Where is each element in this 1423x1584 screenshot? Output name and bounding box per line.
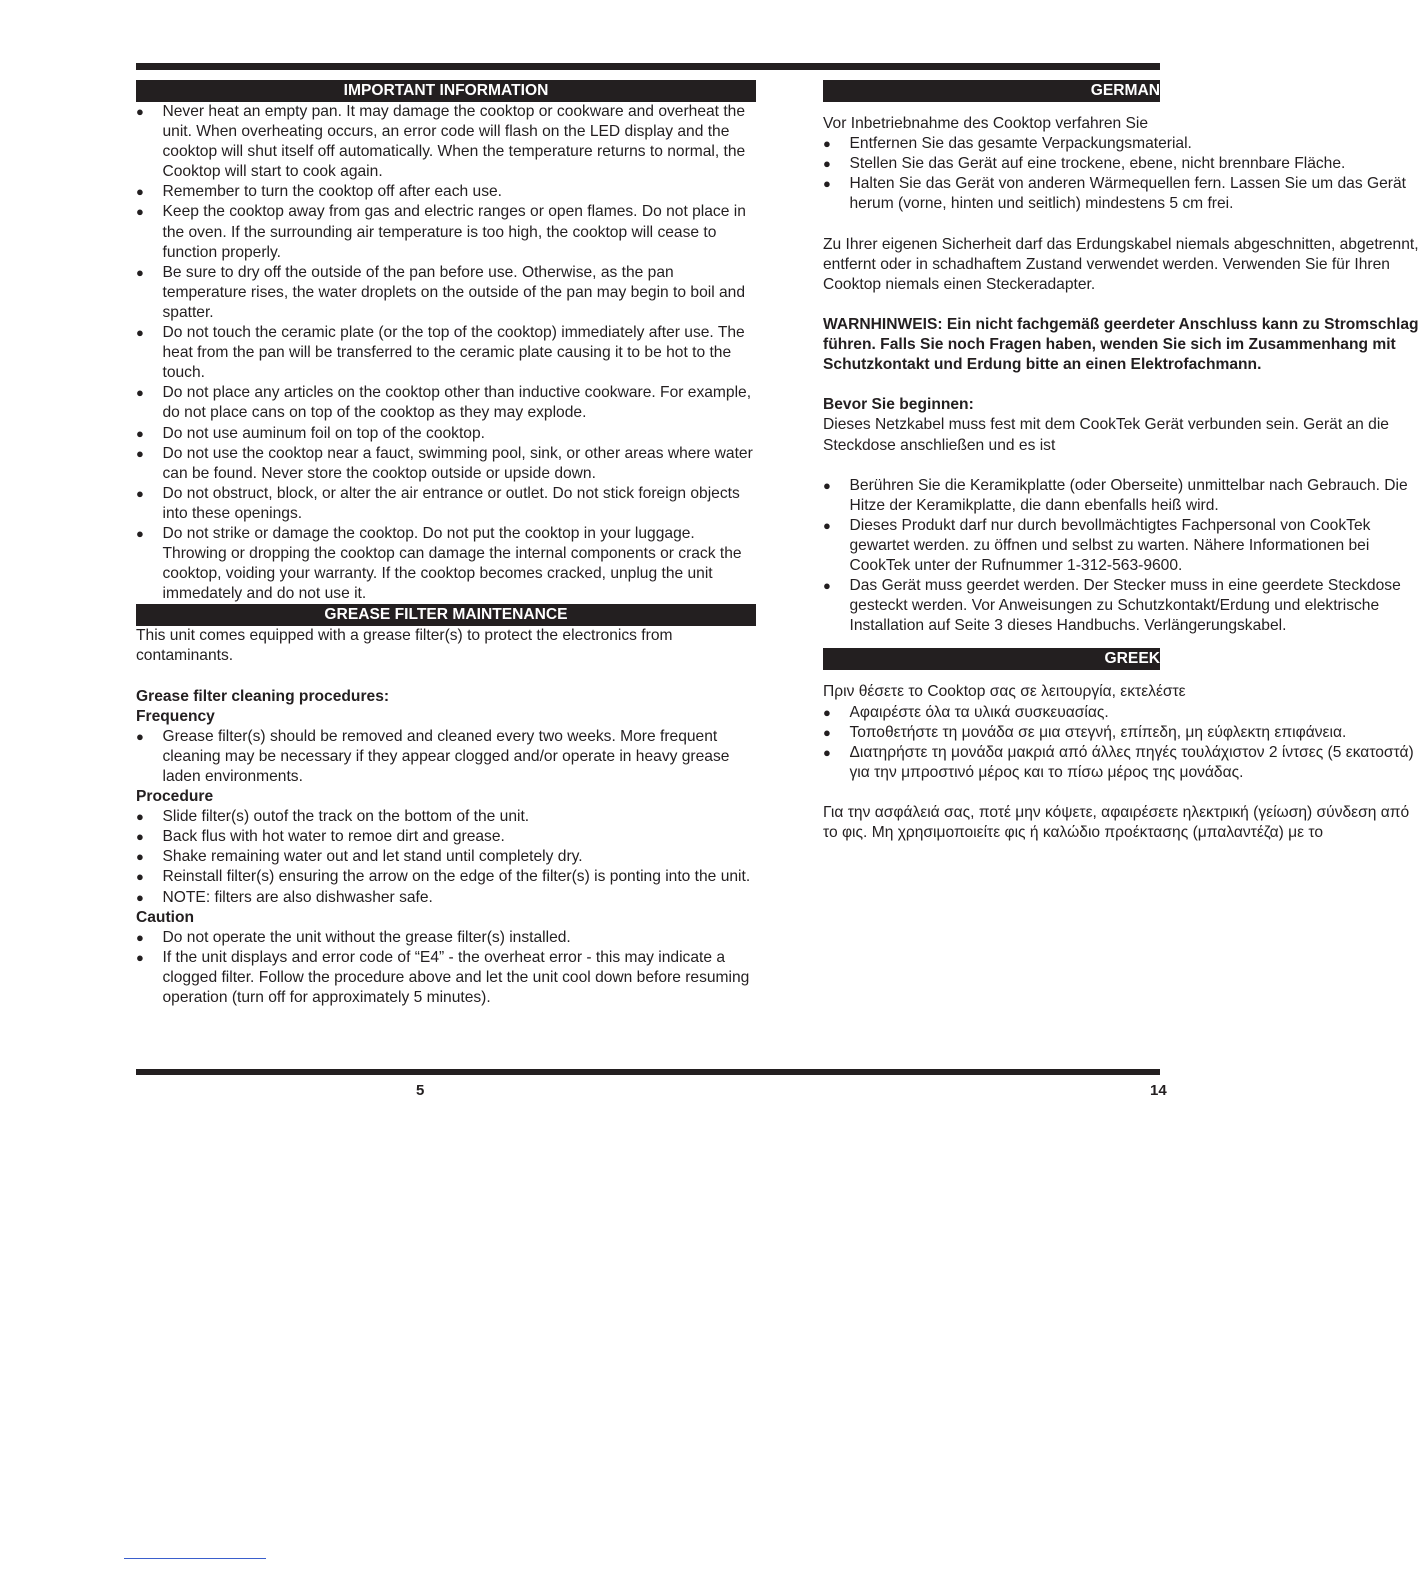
list-item: ● Dieses Produkt darf nur durch bevollmächtigtes Fachpersonal von CookTek gewartet werden. zu öffnen und selbst zu warten. Nähere Informationen bei CookTek unter der Rufnummer 1-312-563-9600. xyxy=(823,516,1423,576)
list-item: ● If the unit displays and error code of “E4” - the overheat error - this may indicate a clogged filter. Follow the procedure above and let the unit cool down before resuming operation (turn off for approximately 5 minutes). xyxy=(136,948,756,1008)
german-list-1 xyxy=(823,134,1423,214)
frequency-title: Frequency xyxy=(136,707,215,725)
german-before-text: Dieses Netzkabel muss fest mit dem CookTek Gerät verbunden sein. Gerät an die Steckdose anschließen und es ist xyxy=(823,416,1389,454)
important-information-header: IMPORTANT INFORMATION xyxy=(136,80,756,102)
list-item: ● Grease filter(s) should be removed and cleaned every two weeks. More frequent cleaning may be necessary if they appear clogged and/or operate in heavy grease laden environments. xyxy=(136,727,756,787)
page-number-right: 14 xyxy=(1150,1082,1167,1099)
link-underline xyxy=(124,1558,266,1559)
list-item: ● Reinstall filter(s) ensuring the arrow on the edge of the filter(s) is ponting into the unit. xyxy=(136,867,756,887)
top-rule xyxy=(136,63,1160,70)
list-item: ● Do not use the cooktop near a fauct, swimming pool, sink, or other areas where water can be found. Never store the cooktop outside or upside down. xyxy=(136,444,756,484)
german-safety: Zu Ihrer eigenen Sicherheit darf das Erdungskabel niemals abgeschnitten, abgetrennt, entfernt oder in schadhaftem Zustand verwendet werden. Verwenden Sie für Ihren Cooktop niemals einen Steckeradapter. xyxy=(823,235,1419,293)
left-column xyxy=(136,80,756,1008)
list-item: ● Διατηρήστε τη μονάδα μακριά από άλλες πηγές τουλάχιστον 2 ίντσες (5 εκατοστά) για την μπροστινό μέρος και το πίσω μέρος της μονάδας. xyxy=(823,743,1423,783)
list-item: ● NOTE: filters are also dishwasher safe. xyxy=(136,888,756,908)
frequency-list xyxy=(136,727,756,787)
list-item: ● Stellen Sie das Gerät auf eine trockene, ebene, nicht brennbare Fläche. xyxy=(823,154,1423,174)
german-list-2 xyxy=(823,476,1423,637)
list-item: ● Shake remaining water out and let stand until completely dry. xyxy=(136,847,756,867)
list-item: ● Do not use auminum foil on top of the cooktop. xyxy=(136,424,756,444)
list-item: ● Berühren Sie die Keramikplatte (oder Oberseite) unmittelbar nach Gebrauch. Die Hitze der Keramikplatte, die dann ebenfalls heiß wird. xyxy=(823,476,1423,516)
procedure-list xyxy=(136,807,756,907)
german-warning: WARNHINWEIS: Ein nicht fachgemäß geerdeter Anschluss kann zu Stromschlag führen. Falls Sie noch Fragen haben, wenden Sie sich im Zusammenhang mit Schutzkontakt und Erdung bitte an einen Elektrofachmann. xyxy=(823,315,1419,374)
list-item: ● Remember to turn the cooktop off after each use. xyxy=(136,182,756,202)
procedure-title: Procedure xyxy=(136,788,214,806)
list-item: ● Back flus with hot water to remoe dirt and grease. xyxy=(136,827,756,847)
german-intro: Vor Inbetriebnahme des Cooktop verfahren Sie xyxy=(823,115,1149,132)
greek-list xyxy=(823,703,1423,783)
right-column xyxy=(823,80,1419,843)
cleaning-procedures-title: Grease filter cleaning procedures: xyxy=(136,687,390,705)
list-item: ● Do not touch the ceramic plate (or the top of the cooktop) immediately after use. The heat from the pan will be transferred to the ceramic plate causing it to be hot to the touch. xyxy=(136,323,756,383)
important-information-list xyxy=(136,102,756,604)
list-item: ● Do not operate the unit without the grease filter(s) installed. xyxy=(136,928,756,948)
page-number-left: 5 xyxy=(416,1082,425,1099)
greek-header: GREEK xyxy=(823,648,1160,670)
bottom-rule xyxy=(136,1069,1160,1075)
list-item: ● Αφαιρέστε όλα τα υλικά συσκευασίας. xyxy=(823,703,1423,723)
list-item: ● Entfernen Sie das gesamte Verpackungsmaterial. xyxy=(823,134,1423,154)
german-header: GERMAN xyxy=(823,80,1160,102)
list-item: ● Never heat an empty pan. It may damage the cooktop or cookware and overheat the unit. When overheating occurs, an error code will flash on the LED display and the cooktop will shut itself off automatically. When the temperature returns to normal, the Cooktop will start to cook again. xyxy=(136,102,756,182)
list-item: ● Do not strike or damage the cooktop. Do not put the cooktop in your luggage. Throwing or dropping the cooktop can damage the internal components or crack the cooktop, voiding your warranty. If the cooktop becomes cracked, unplug the unit immedately and do not use it. xyxy=(136,524,756,604)
list-item: ● Keep the cooktop away from gas and electric ranges or open flames. Do not place in the oven. If the surrounding air temperature is too high, the cooktop will cease to function properly. xyxy=(136,202,756,262)
caution-title: Caution xyxy=(136,908,195,926)
caution-list xyxy=(136,928,756,1008)
list-item: ● Be sure to dry off the outside of the pan before use. Otherwise, as the pan temperature rises, the water droplets on the outside of the pan may begin to boil and spatter. xyxy=(136,263,756,323)
list-item: ● Halten Sie das Gerät von anderen Wärmequellen fern. Lassen Sie um das Gerät herum (vorne, hinten und seitlich) mindestens 5 cm frei. xyxy=(823,174,1423,214)
greek-intro: Πριν θέσετε το Cooktop σας σε λειτουργία, εκτελέστε xyxy=(823,683,1186,701)
list-item: ● Do not place any articles on the cooktop other than inductive cookware. For example, do not place cans on top of the cooktop as they may explode. xyxy=(136,383,756,423)
list-item: ● Slide filter(s) outof the track on the bottom of the unit. xyxy=(136,807,756,827)
greek-safety: Για την ασφάλειά σας, ποτέ μην κόψετε, αφαιρέσετε ηλεκτρική (γείωση) σύνδεση από το φις. Μη χρησιμοποιείτε φις ή καλώδιο προέκτασης (μπαλαντέζα) με το xyxy=(823,804,1410,842)
list-item: ● Do not obstruct, block, or alter the air entrance or outlet. Do not stick foreign objects into these openings. xyxy=(136,484,756,524)
german-before-title: Bevor Sie beginnen: xyxy=(823,396,974,414)
list-item: ● Τοποθετήστε τη μονάδα σε μια στεγνή, επίπεδη, μη εύφλεκτη επιφάνεια. xyxy=(823,723,1423,743)
list-item: ● Das Gerät muss geerdet werden. Der Stecker muss in eine geerdete Steckdose gesteckt werden. Vor Anweisungen zu Schutzkontakt/Erdung und elektrische Installation auf Seite 3 dieses Handbuchs. Verlängerungskabel. xyxy=(823,576,1423,636)
grease-filter-header: GREASE FILTER MAINTENANCE xyxy=(136,604,756,626)
grease-intro: This unit comes equipped with a grease filter(s) to protect the electronics from contaminants. xyxy=(136,627,673,665)
